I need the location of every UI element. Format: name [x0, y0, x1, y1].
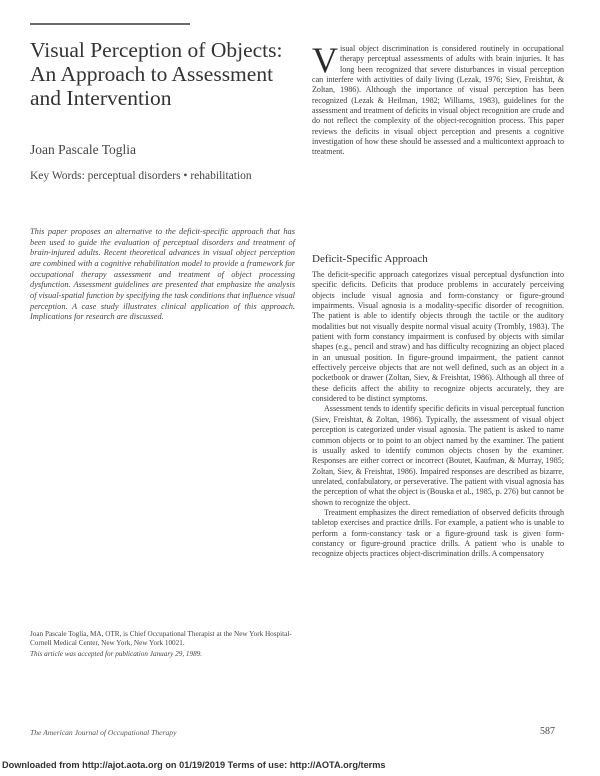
received-note: This article was accepted for publication January 29, 1989. [30, 650, 203, 659]
download-banner: Downloaded from http://ajot.aota.org on 01/19/2019 Terms of use: http://AOTA.org/terms [2, 760, 386, 770]
body-paragraph-1: The deficit-specific approach categorizes visual perceptual dysfunction into specific deficits. Deficits that produce problems in accurately perceiving objects include visual agnosia and form-constancy or figure-ground impairments. Visual agnosia is a modality-specific disorder of recognition. The patient is able to identify objects through the tactile or the auditory modalities but not visually despite normal visual acuity (Trombly, 1983). The patient with form constancy impairment is confused by objects with similar shapes (e.g., pencil and straw) and has difficulty recognizing an object placed in an unusual position. In figure-ground impairment, the patient cannot effectively perceive objects that are not well defined, such as an object in a pocketbook or drawer (Zoltan, Siev, & Freishtat, 1986). Although all three of these deficits affect the ability to recognize objects accurately, they are considered to be distinct symptoms. [312, 270, 564, 404]
journal-name: The American Journal of Occupational Therapy [30, 728, 177, 737]
abstract: This paper proposes an alternative to the deficit-specific approach that has been used to guide the evaluation of perceptual disorders and treatment of brain-injured adults. Recent theoretical advances in visual object perception are combined with a cognitive rehabilitation model to provide a framework for occupational therapy assessment and treatment of object processing dysfunction. Assessment guidelines are presented that emphasize the analysis of visual-spatial function by specifying the task conditions that influence visual perception. A case study illustrates clinical application of this approach. Implications for research are discussed. [30, 227, 295, 322]
page-number: 587 [540, 726, 555, 737]
drop-cap: V [312, 40, 338, 80]
author-footnote [30, 630, 295, 660]
article-title: Visual Perception of Objects: An Approach to Assessment and Intervention [30, 38, 283, 110]
intro-column [312, 40, 564, 158]
author-name: Joan Pascale Toglia [30, 142, 137, 157]
keywords: Key Words: perceptual disorders • rehabilitation [30, 170, 252, 182]
author-affiliation: Joan Pascale Toglia, MA, OTR, is Chief Occupational Therapist at the New York Hospital-Cornell Medical Center, New York, New York 10021. [30, 630, 292, 648]
top-rule [30, 23, 190, 25]
section-heading: Deficit-Specific Approach [312, 253, 428, 265]
intro-paragraph: isual object discrimination is considered routinely in occupational therapy perceptual assessments of adults with brain injuries. It has long been recognized that severe disturbances in visual perception can interfere with activities of daily living (Lezak, 1976; Siev, Freishtat, & Zoltan, 1986). Although the importance of visual perception has been recognized (Lezak & Heilman, 1982; Williams, 1983), guidelines for the assessment and treatment of deficits in visual object recognition are crude and do not reflect the complexity of the object-recognition process. This paper reviews the deficits in visual object perception and presents a cognitive investigation of how these should be assessed and a multicontext approach to treatment. [312, 44, 564, 157]
body-column [312, 270, 564, 560]
body-paragraph-3: Treatment emphasizes the direct remediation of observed deficits through tabletop exercises and practice drills. For example, a patient who is unable to perform a form-constancy task or a figure-ground task is given form-constancy or figure-ground practice drills. A patient who is unable to recognize objects practices object-discrimination drills. A compensatory [312, 507, 564, 559]
body-paragraph-2: Assessment tends to identify specific deficits in visual perceptual function (Siev, Freishtat, & Zoltan, 1986). Typically, the assessment of visual object perception is categorized under visual agnosia. The patient is asked to name common objects or to point to an object named by the examiner. The patient is usually asked to identify common objects chosen by the examiner. Responses are either correct or incorrect (Boutet, Kaufman, & Murray, 1985; Zoltan, Siev, & Freishtat, 1986). Impaired responses are described as bizarre, unrelated, confabulatory, or perseverative. The patient with visual agnosia has the perception of what the object is (Bouska et al., 1985, p. 276) but cannot be shown to recognize the object. [312, 404, 564, 507]
